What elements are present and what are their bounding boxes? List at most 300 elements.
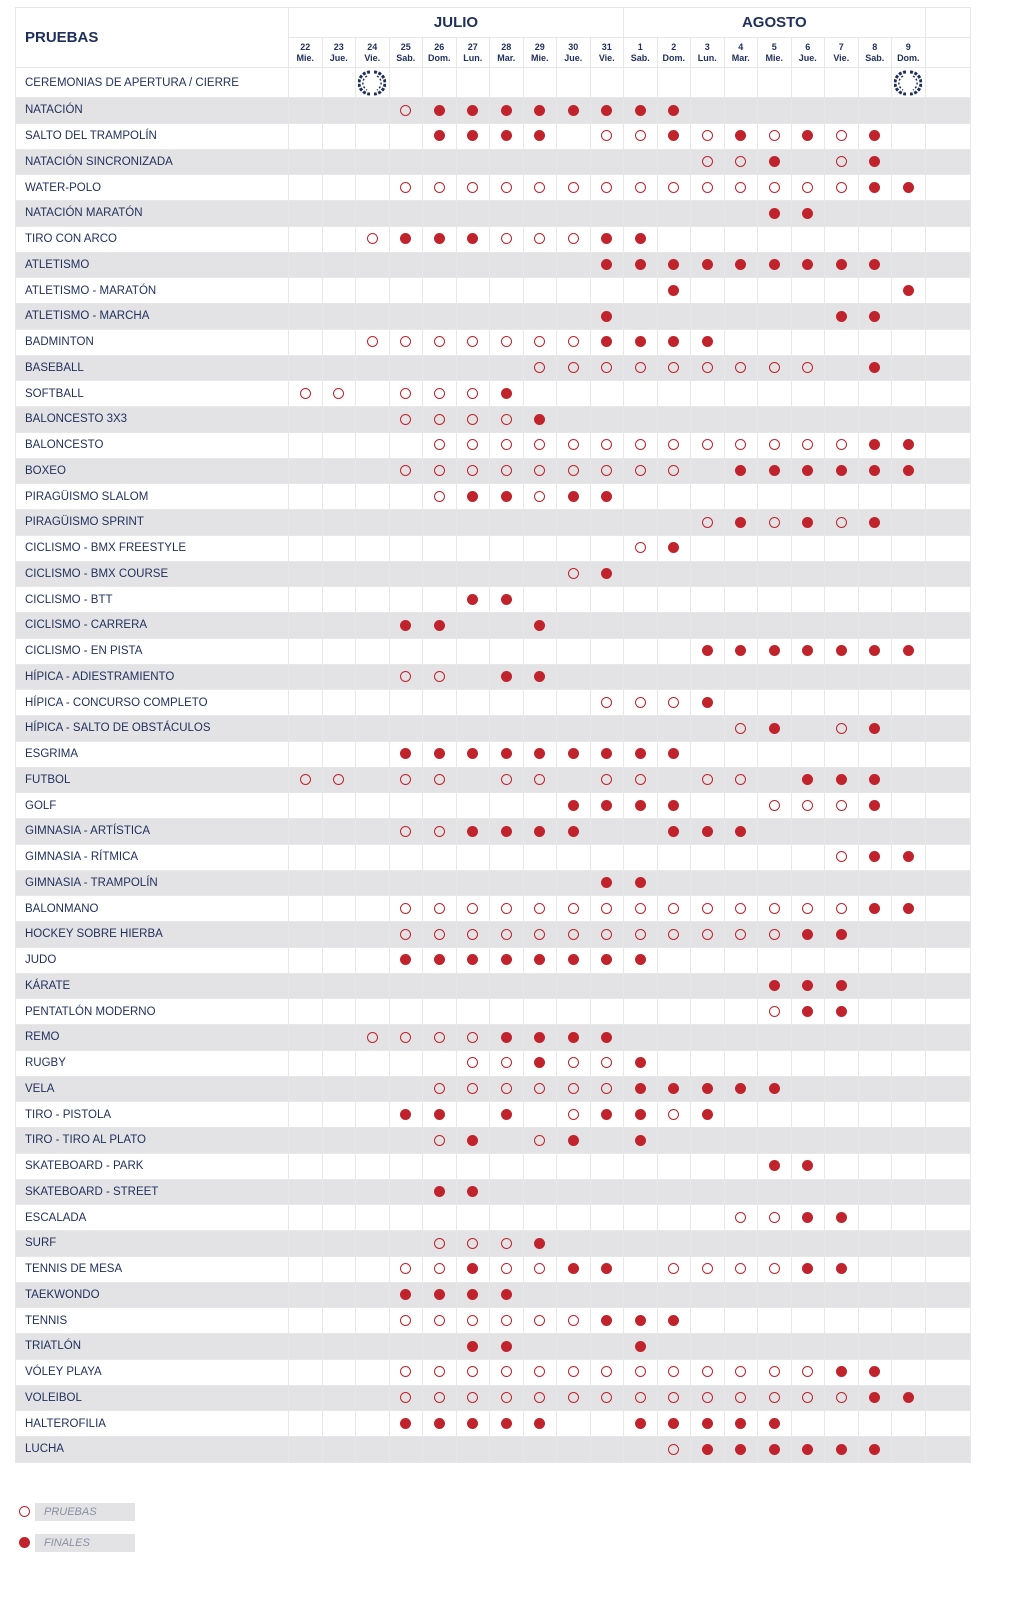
- event-row: [16, 201, 971, 227]
- pruebas-marker: [568, 182, 579, 193]
- day-cell: [289, 690, 323, 716]
- finales-marker: [434, 1186, 445, 1197]
- day-cell: [691, 484, 725, 510]
- day-cell: [825, 947, 859, 973]
- event-name: BALONMANO: [16, 896, 289, 922]
- day-cell: [423, 844, 457, 870]
- day-cell: [758, 535, 792, 561]
- finales-marker: [769, 645, 780, 656]
- day-cell: [825, 690, 859, 716]
- day-cell: [389, 1050, 423, 1076]
- day-cell: [724, 741, 758, 767]
- pruebas-marker: [501, 1083, 512, 1094]
- day-cell: [356, 741, 390, 767]
- day-cell: [758, 1437, 792, 1463]
- pruebas-marker: [534, 1392, 545, 1403]
- day-cell: [389, 1179, 423, 1205]
- spacer-cell: [925, 458, 970, 484]
- spacer-cell: [925, 664, 970, 690]
- day-cell: [858, 1385, 892, 1411]
- finales-marker: [702, 1418, 713, 1429]
- spacer-cell: [925, 613, 970, 639]
- day-cell: [289, 844, 323, 870]
- day-cell: [557, 355, 591, 381]
- day-cell: [557, 896, 591, 922]
- day-cell: [456, 587, 490, 613]
- event-name: VÓLEY PLAYA: [16, 1359, 289, 1385]
- day-cell: [892, 381, 926, 407]
- day-cell: [523, 458, 557, 484]
- day-cell: [456, 458, 490, 484]
- spacer-cell: [925, 201, 970, 227]
- day-cell: [389, 1025, 423, 1051]
- day-cell: [389, 844, 423, 870]
- day-cell: [456, 304, 490, 330]
- day-cell: [490, 407, 524, 433]
- day-cell: [657, 716, 691, 742]
- day-number: 30: [568, 41, 579, 52]
- day-cell: [289, 175, 323, 201]
- day-cell: [490, 973, 524, 999]
- pruebas-marker: [434, 1238, 445, 1249]
- day-cell: [858, 870, 892, 896]
- pruebas-marker: [400, 1032, 411, 1043]
- day-cell: [624, 278, 658, 304]
- event-row: [16, 484, 971, 510]
- day-cell: [791, 1308, 825, 1334]
- event-row: [16, 947, 971, 973]
- finales-marker: [501, 1418, 512, 1429]
- finales-marker: [534, 1032, 545, 1043]
- day-cell: [590, 432, 624, 458]
- day-cell: [791, 664, 825, 690]
- pruebas-marker: [434, 465, 445, 476]
- day-weekday: Jue.: [564, 52, 583, 63]
- pruebas-marker: [434, 903, 445, 914]
- pruebas-marker: [400, 388, 411, 399]
- spacer-cell: [925, 98, 970, 124]
- finales-marker: [668, 1315, 679, 1326]
- day-cell: [858, 767, 892, 793]
- event-row: [16, 458, 971, 484]
- event-name: PENTATLÓN MODERNO: [16, 999, 289, 1025]
- day-cell: [423, 638, 457, 664]
- pruebas-marker: [501, 774, 512, 785]
- day-cell: [657, 1334, 691, 1360]
- finales-marker: [869, 362, 880, 373]
- pruebas-marker: [534, 439, 545, 450]
- day-cell: [356, 1437, 390, 1463]
- day-cell: [523, 252, 557, 278]
- day-cell: [791, 1256, 825, 1282]
- day-cell: [322, 561, 356, 587]
- finales-marker: [869, 439, 880, 450]
- pruebas-marker: [434, 439, 445, 450]
- pruebas-marker: [735, 182, 746, 193]
- day-cell: [791, 1231, 825, 1257]
- day-cell: [724, 355, 758, 381]
- spacer-cell: [925, 638, 970, 664]
- day-cell: [791, 819, 825, 845]
- pruebas-marker: [534, 336, 545, 347]
- day-cell: [289, 999, 323, 1025]
- day-cell: [657, 1050, 691, 1076]
- event-row: [16, 999, 971, 1025]
- event-row: [16, 1076, 971, 1102]
- day-cell: [523, 1282, 557, 1308]
- finales-marker: [568, 1263, 579, 1274]
- pruebas-marker: [467, 1366, 478, 1377]
- finales-marker: [601, 877, 612, 888]
- day-cell: [624, 1308, 658, 1334]
- event-name: ESCALADA: [16, 1205, 289, 1231]
- event-name: ATLETISMO - MARATÓN: [16, 278, 289, 304]
- day-cell: [724, 201, 758, 227]
- day-cell: [758, 1256, 792, 1282]
- day-header: [724, 38, 758, 68]
- day-cell: [289, 716, 323, 742]
- day-cell: [724, 767, 758, 793]
- day-cell: [389, 638, 423, 664]
- event-name: BOXEO: [16, 458, 289, 484]
- pruebas-marker: [601, 362, 612, 373]
- day-cell: [322, 1179, 356, 1205]
- day-cell: [724, 999, 758, 1025]
- spacer-cell: [925, 1308, 970, 1334]
- day-cell: [423, 432, 457, 458]
- event-row: [16, 741, 971, 767]
- day-cell: [356, 1308, 390, 1334]
- day-cell: [691, 355, 725, 381]
- spacer-cell: [925, 1437, 970, 1463]
- day-cell: [490, 1437, 524, 1463]
- pruebas-marker: [836, 156, 847, 167]
- day-cell: [825, 1308, 859, 1334]
- day-cell: [624, 947, 658, 973]
- finales-marker: [836, 1366, 847, 1377]
- day-cell: [624, 741, 658, 767]
- event-name: CICLISMO - BMX COURSE: [16, 561, 289, 587]
- day-cell: [858, 226, 892, 252]
- pruebas-marker: [802, 1366, 813, 1377]
- pruebas-marker: [501, 1315, 512, 1326]
- pruebas-marker: [635, 1366, 646, 1377]
- day-cell: [523, 793, 557, 819]
- pruebas-marker: [635, 542, 646, 553]
- day-cell: [423, 1231, 457, 1257]
- pruebas-marker: [467, 388, 478, 399]
- finales-marker: [534, 1238, 545, 1249]
- event-name: GIMNASIA - ARTÍSTICA: [16, 819, 289, 845]
- day-cell: [624, 123, 658, 149]
- day-cell: [691, 1128, 725, 1154]
- day-weekday: Mar.: [497, 52, 516, 63]
- day-cell: [590, 175, 624, 201]
- finales-marker: [467, 748, 478, 759]
- event-row: [16, 278, 971, 304]
- day-cell: [724, 1231, 758, 1257]
- day-cell: [724, 638, 758, 664]
- pruebas-marker: [635, 774, 646, 785]
- day-cell: [356, 613, 390, 639]
- day-cell: [892, 664, 926, 690]
- day-cell: [490, 716, 524, 742]
- day-cell: [423, 329, 457, 355]
- pruebas-marker: [836, 182, 847, 193]
- day-cell: [724, 98, 758, 124]
- day-cell: [892, 999, 926, 1025]
- day-cell: [624, 510, 658, 536]
- day-cell: [758, 304, 792, 330]
- day-cell: [289, 329, 323, 355]
- day-cell: [624, 1076, 658, 1102]
- day-cell: [758, 1076, 792, 1102]
- spacer-cell: [925, 407, 970, 433]
- day-cell: [825, 793, 859, 819]
- day-cell: [758, 947, 792, 973]
- day-cell: [490, 793, 524, 819]
- day-cell: [624, 1025, 658, 1051]
- day-cell: [322, 304, 356, 330]
- pruebas-marker: [601, 1392, 612, 1403]
- day-cell: [423, 587, 457, 613]
- day-cell: [389, 1231, 423, 1257]
- finales-marker: [601, 1315, 612, 1326]
- day-cell: [423, 922, 457, 948]
- event-row: [16, 68, 971, 98]
- day-cell: [892, 535, 926, 561]
- day-cell: [590, 716, 624, 742]
- day-cell: [724, 458, 758, 484]
- day-cell: [322, 510, 356, 536]
- day-cell: [858, 432, 892, 458]
- finales-marker: [769, 208, 780, 219]
- event-name: PIRAGÜISMO SLALOM: [16, 484, 289, 510]
- day-cell: [624, 1102, 658, 1128]
- finales-marker: [668, 285, 679, 296]
- day-cell: [389, 535, 423, 561]
- day-cell: [590, 1334, 624, 1360]
- day-cell: [356, 535, 390, 561]
- day-cell: [389, 1308, 423, 1334]
- pruebas-marker: [735, 1263, 746, 1274]
- day-cell: [858, 1359, 892, 1385]
- day-cell: [858, 278, 892, 304]
- pruebas-marker: [534, 1083, 545, 1094]
- pruebas-marker: [601, 1057, 612, 1068]
- day-cell: [322, 149, 356, 175]
- month-header: JULIO: [289, 8, 624, 38]
- finales-marker: [903, 645, 914, 656]
- finales-marker: [601, 568, 612, 579]
- day-cell: [490, 510, 524, 536]
- event-row: [16, 793, 971, 819]
- day-header: [289, 38, 323, 68]
- day-cell: [892, 638, 926, 664]
- day-cell: [791, 329, 825, 355]
- finales-marker: [735, 645, 746, 656]
- day-cell: [356, 432, 390, 458]
- day-cell: [490, 1282, 524, 1308]
- day-cell: [423, 1282, 457, 1308]
- day-cell: [322, 819, 356, 845]
- day-cell: [490, 484, 524, 510]
- day-cell: [858, 1205, 892, 1231]
- day-cell: [456, 381, 490, 407]
- day-cell: [892, 226, 926, 252]
- pruebas-marker: [668, 929, 679, 940]
- day-cell: [624, 535, 658, 561]
- day-cell: [758, 252, 792, 278]
- day-header: [791, 38, 825, 68]
- day-cell: [557, 535, 591, 561]
- pruebas-marker: [568, 1057, 579, 1068]
- finales-marker: [400, 748, 411, 759]
- day-cell: [858, 329, 892, 355]
- day-cell: [791, 870, 825, 896]
- day-cell: [624, 1153, 658, 1179]
- day-cell: [691, 664, 725, 690]
- day-cell: [724, 329, 758, 355]
- finales-marker: [434, 1418, 445, 1429]
- day-cell: [389, 1102, 423, 1128]
- day-cell: [858, 98, 892, 124]
- day-cell: [791, 226, 825, 252]
- pruebas-marker: [702, 362, 713, 373]
- day-cell: [657, 175, 691, 201]
- pruebas-marker: [467, 1315, 478, 1326]
- day-cell: [624, 355, 658, 381]
- day-cell: [356, 896, 390, 922]
- day-cell: [423, 947, 457, 973]
- day-cell: [624, 432, 658, 458]
- day-cell: [557, 1050, 591, 1076]
- finales-marker: [635, 233, 646, 244]
- day-cell: [825, 1205, 859, 1231]
- day-cell: [691, 1359, 725, 1385]
- day-cell: [825, 278, 859, 304]
- pruebas-marker: [836, 130, 847, 141]
- day-cell: [892, 407, 926, 433]
- day-cell: [322, 1205, 356, 1231]
- day-header: [356, 38, 390, 68]
- day-cell: [523, 1334, 557, 1360]
- event-name: VELA: [16, 1076, 289, 1102]
- pruebas-marker: [534, 1263, 545, 1274]
- day-cell: [356, 381, 390, 407]
- day-cell: [590, 819, 624, 845]
- day-cell: [322, 1076, 356, 1102]
- day-cell: [356, 664, 390, 690]
- spacer-cell: [925, 226, 970, 252]
- finales-marker: [534, 105, 545, 116]
- finales-marker: [735, 517, 746, 528]
- day-weekday: Jue.: [798, 52, 817, 63]
- day-cell: [724, 1282, 758, 1308]
- day-cell: [557, 844, 591, 870]
- day-cell: [724, 484, 758, 510]
- day-cell: [791, 1025, 825, 1051]
- day-number: 2: [671, 41, 677, 52]
- day-cell: [456, 355, 490, 381]
- day-cell: [791, 741, 825, 767]
- finales-marker: [769, 465, 780, 476]
- day-cell: [557, 510, 591, 536]
- day-cell: [389, 252, 423, 278]
- finales-marker: [668, 336, 679, 347]
- day-cell: [322, 226, 356, 252]
- finales-marker: [635, 877, 646, 888]
- day-cell: [557, 68, 591, 98]
- day-cell: [657, 355, 691, 381]
- day-cell: [691, 510, 725, 536]
- pruebas-marker: [735, 362, 746, 373]
- day-cell: [791, 1076, 825, 1102]
- day-weekday: Dom.: [662, 52, 686, 63]
- day-cell: [892, 793, 926, 819]
- day-cell: [356, 149, 390, 175]
- day-cell: [657, 870, 691, 896]
- day-cell: [389, 561, 423, 587]
- day-cell: [590, 1102, 624, 1128]
- pruebas-marker: [534, 903, 545, 914]
- day-cell: [724, 973, 758, 999]
- day-cell: [389, 304, 423, 330]
- pruebas-marker: [702, 130, 713, 141]
- event-row: [16, 561, 971, 587]
- finales-marker: [534, 620, 545, 631]
- finales-marker: [400, 620, 411, 631]
- finales-marker: [702, 336, 713, 347]
- day-cell: [423, 1102, 457, 1128]
- day-cell: [523, 1153, 557, 1179]
- day-cell: [423, 1359, 457, 1385]
- day-cell: [289, 767, 323, 793]
- day-cell: [758, 278, 792, 304]
- day-cell: [892, 1385, 926, 1411]
- pruebas-marker: [434, 774, 445, 785]
- day-cell: [724, 226, 758, 252]
- day-cell: [758, 767, 792, 793]
- day-cell: [691, 1231, 725, 1257]
- day-cell: [657, 793, 691, 819]
- day-cell: [590, 561, 624, 587]
- event-row: [16, 1282, 971, 1308]
- pruebas-marker: [601, 1083, 612, 1094]
- day-weekday: Jue.: [329, 52, 348, 63]
- day-cell: [858, 587, 892, 613]
- day-cell: [590, 535, 624, 561]
- day-cell: [523, 767, 557, 793]
- day-cell: [490, 819, 524, 845]
- day-cell: [356, 484, 390, 510]
- event-row: [16, 381, 971, 407]
- finales-marker: [501, 594, 512, 605]
- day-cell: [389, 1411, 423, 1437]
- day-cell: [423, 304, 457, 330]
- day-cell: [490, 1102, 524, 1128]
- day-cell: [657, 123, 691, 149]
- day-cell: [758, 819, 792, 845]
- finales-marker: [802, 980, 813, 991]
- day-cell: [456, 1128, 490, 1154]
- day-cell: [892, 304, 926, 330]
- day-number: 6: [805, 41, 811, 52]
- pruebas-marker: [568, 362, 579, 373]
- day-cell: [456, 561, 490, 587]
- day-cell: [624, 1128, 658, 1154]
- finales-marker: [836, 311, 847, 322]
